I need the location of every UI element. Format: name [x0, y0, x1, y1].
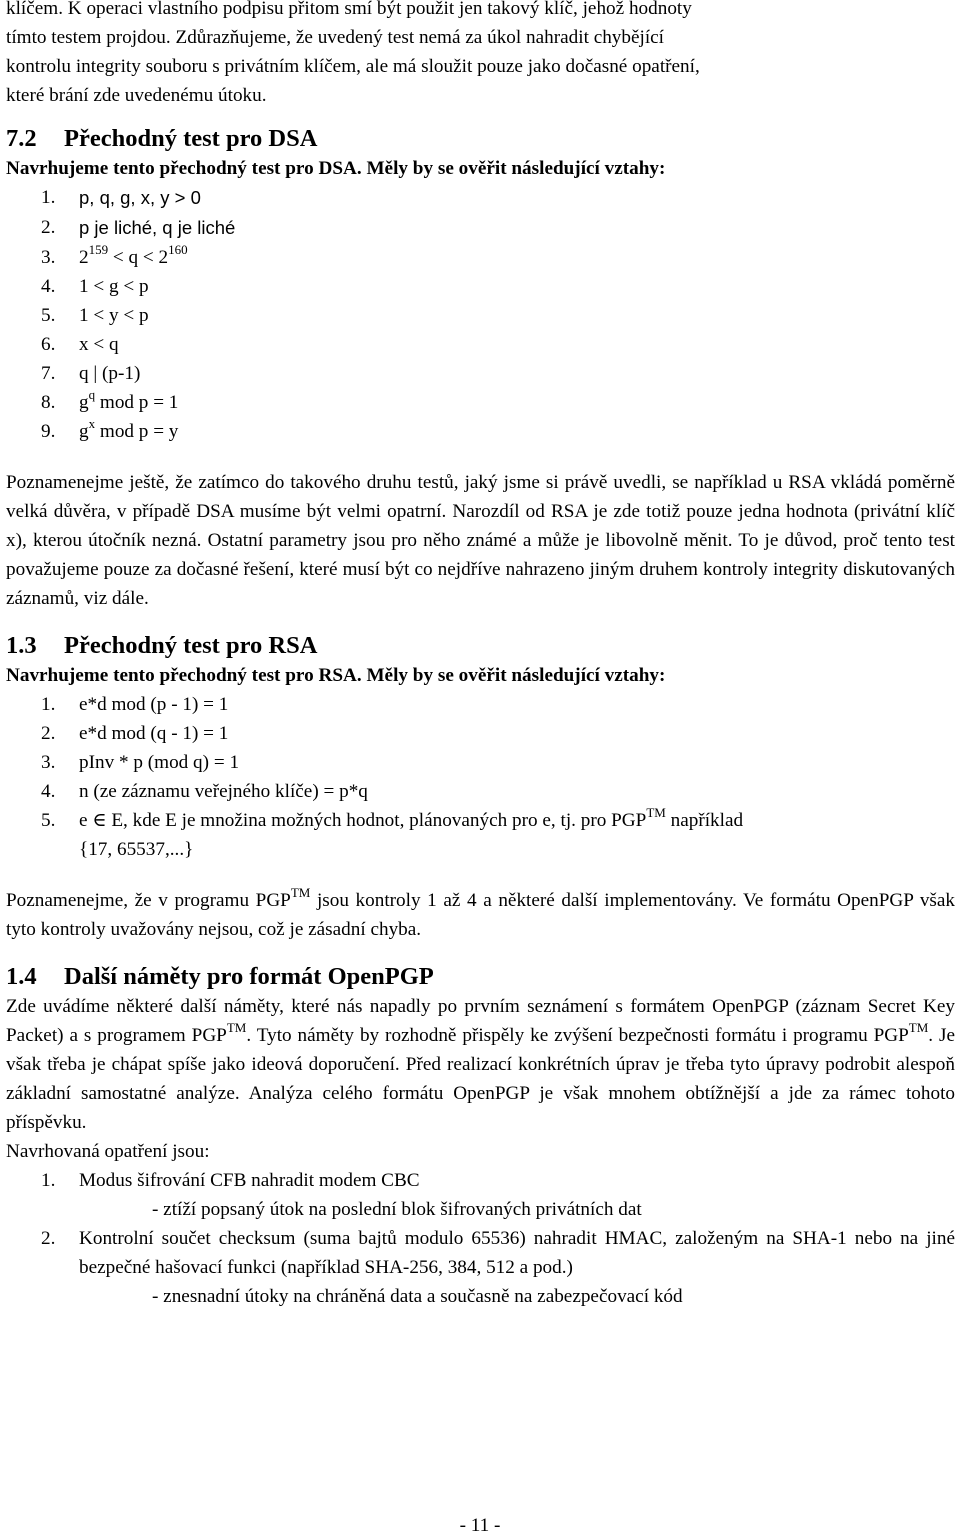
list-item: 1. p, q, g, x, y > 0 [41, 187, 201, 208]
intro-paragraph [6, 0, 955, 110]
section-title: Další náměty pro formát OpenPGP [64, 963, 434, 990]
document-page [6, 0, 955, 1311]
measure-note: - znesnadní útoky na chráněná data a současně na zabezpečovací kód [152, 1286, 683, 1307]
section-heading-rsa [6, 631, 955, 661]
list-item: 1. Modus šifrování CFB nahradit modem CBC [41, 1170, 420, 1191]
list-item: 1. e*d mod (p - 1) = 1 [41, 694, 229, 715]
dsa-note-paragraph: Poznamenejme ještě, že zatímco do takového druhu testů, jaký jsme si právě uvedli, se například u RSA vkládá poměrně velká důvěra, v případě DSA musíme být velmi opatrní. Narozdíl od RSA je zde totiž pouze jedna hodnota (privátní klíč x), kterou útočník nezná. Ostatní parametry jsou pro něho známé a může je libovolně měnit. To je důvod, proč tento test považujeme pouze za dočasné řešení, které musí být co nejdříve nahrazeno jiným druhem kontroly integrity diskutovaných záznamů, viz dále. [6, 472, 955, 609]
intro-line: které brání zde uvedenému útoku. [6, 85, 267, 106]
list-item: 5. 1 < y < p [41, 305, 149, 326]
list-item: 4. n (ze záznamu veřejného klíče) = p*q [41, 781, 368, 802]
list-item: 6. x < q [41, 334, 119, 355]
list-item: 8. $g^q$ mod p = 1 [41, 386, 179, 413]
list-item: 3. $2^{159} < q < 2^{160}$ [41, 241, 188, 268]
measure-note: - ztíží popsaný útok na poslední blok šifrovaných privátních dat [152, 1199, 642, 1220]
measures-list [6, 1224, 955, 1282]
list-item: 7. q | (p-1) [41, 363, 141, 384]
measures-label: Navrhovaná opatření jsou: [6, 1141, 210, 1162]
list-item: 2. Kontrolní součet checksum (suma bajtů modulo 65536) nahradit HMAC, založeným na SHA-1 nebo na jiné bezpečné hašovací funkci (například SHA-256, 384, 512 a pod.) [41, 1228, 955, 1278]
section-number: 7.2 [6, 125, 37, 152]
rsa-conditions-list [6, 690, 955, 864]
list-item: 9. $g^x$ mod p = y [41, 415, 179, 442]
section-heading-dsa [6, 124, 955, 154]
rsa-note-paragraph: Poznamenejme, že v programu PGP™ jsou kontroly 1 až 4 a některé další implementovány. Ve formátu OpenPGP však tyto kontroly uvažovány nejsou, což je zásadní chyba. [6, 884, 956, 940]
section-title: Přechodný test pro DSA [64, 125, 318, 152]
rsa-lead: Navrhujeme tento přechodný test pro RSA. Měly by se ověřit následující vztahy: [6, 665, 666, 686]
list-item: 2. e*d mod (q - 1) = 1 [41, 723, 229, 744]
list-item: 3. pInv * p (mod q) = 1 [41, 752, 240, 773]
page-number: - 11 - [459, 1515, 501, 1536]
intro-line: tímto testem projdou. Zdůrazňujeme, že uvedený test nemá za úkol nahradit chybějící [6, 27, 665, 48]
section-heading-openpgp [6, 962, 955, 992]
list-item: 2. p je liché, q je liché [41, 217, 236, 238]
dsa-lead: Navrhujeme tento přechodný test pro DSA. Měly by se ověřit následující vztahy: [6, 158, 666, 179]
measures-list [6, 1166, 955, 1195]
list-item: 5. e ∈ E, kde E je množina možných hodnot, plánovaných pro e, tj. pro PGP™ například {17, 65537,...} [41, 804, 744, 860]
intro-line: klíčem. K operaci vlastního podpisu přitom smí být použit jen takový klíč, jehož hodnoty [6, 0, 692, 19]
openpgp-paragraph: Zde uvádíme některé další náměty, které nás napadly po prvním seznámení s formátem OpenPGP (záznam Secret Key Packet) a s programem PGP™. Tyto náměty by rozhodně přispěly ke zvýšení bezpečnosti formátu i programu PGP™. Je však třeba je chápat spíše jako ideová doporučení. Před realizací konkrétních úprav je třeba tyto úpravy podrobit alespoň základní samostatné analýze. Analýza celého formátu OpenPGP je však mnohem obtížnější a jde za rámec tohoto příspěvku. [6, 996, 955, 1133]
dsa-conditions-list [6, 183, 955, 446]
intro-line: kontrolu integrity souboru s privátním klíčem, ale má sloužit pouze jako dočasné opatření, [6, 56, 700, 77]
section-title: Přechodný test pro RSA [64, 632, 318, 659]
section-number: 1.4 [6, 963, 37, 990]
section-number: 1.3 [6, 632, 37, 659]
list-item: 4. 1 < g < p [41, 276, 149, 297]
